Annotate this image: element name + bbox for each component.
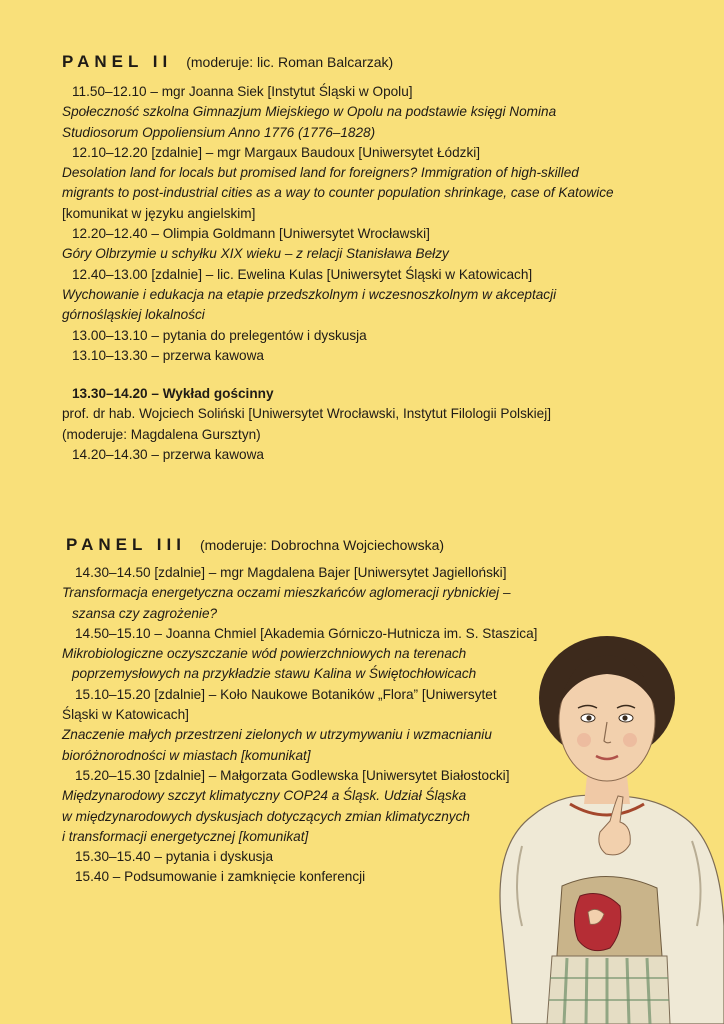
schedule-time-line: 11.50–12.10 – mgr Joanna Siek [Instytut Śląski w Opolu]: [72, 84, 413, 99]
schedule-time-line: 13.10–13.30 – przerwa kawowa: [72, 347, 264, 363]
talk-title-line: w międzynarodowych dyskusjach dotyczących zmian klimatycznych: [62, 808, 470, 824]
talk-title-line: migrants to post-industrial cities as a way to counter population shrinkage, case of Katowice: [62, 185, 614, 201]
talk-title-line: poprzemysłowych na przykładzie stawu Kalina w Świętochłowicach: [72, 666, 477, 682]
talk-title-line: szansa czy zagrożenie?: [72, 605, 218, 621]
talk-title-line: Transformacja energetyczna oczami mieszkańców aglomeracji rybnickiej –: [62, 585, 511, 601]
schedule-time-line: 14.20–14.30 – przerwa kawowa: [72, 447, 264, 463]
schedule-time-line: Śląski w Katowicach]: [62, 707, 189, 723]
schedule-time-line: 14.30–14.50 [zdalnie] – mgr Magdalena Bajer [Uniwersytet Jagielloński]: [75, 565, 507, 580]
panel-2-schedule: [62, 82, 662, 465]
woman-portrait-illustration: [492, 626, 724, 1024]
talk-title-line: Międzynarodowy szczyt klimatyczny COP24 a Śląsk. Udział Śląska: [62, 788, 467, 804]
schedule-time-line: 12.40–13.00 [zdalnie] – lic. Ewelina Kulas [Uniwersytet Śląski w Katowicach]: [72, 266, 533, 282]
schedule-time-line: 15.10–15.20 [zdalnie] – Koło Naukowe Botaników „Flora” [Uniwersytet: [75, 686, 497, 702]
panel-3-title: PANEL III: [66, 535, 186, 554]
talk-title-line: Góry Olbrzymie u schyłku XIX wieku – z relacji Stanisława Bełzy: [62, 246, 449, 262]
panel-2-moderator: (moderuje: lic. Roman Balcarzak): [186, 54, 394, 70]
schedule-time-line: 13.00–13.10 – pytania do prelegentów i dyskusja: [72, 327, 367, 343]
schedule-time-line: 12.10–12.20 [zdalnie] – mgr Margaux Baudoux [Uniwersytet Łódzki]: [72, 144, 481, 160]
guest-lecture-moderator: (moderuje: Magdalena Gursztyn): [62, 426, 261, 442]
talk-title-line: Znaczenie małych przestrzeni zielonych w utrzymywaniu i wzmacnianiu: [62, 727, 492, 743]
talk-title-line: Studiosorum Oppoliensium Anno 1776 (1776–1828): [62, 124, 376, 140]
talk-title-line: Mikrobiologiczne oczyszczanie wód powierzchniowych na terenach: [62, 646, 467, 662]
schedule-time-line: 12.20–12.40 – Olimpia Goldmann [Uniwersytet Wrocławski]: [72, 226, 430, 242]
panel-3-moderator: (moderuje: Dobrochna Wojciechowska): [199, 537, 445, 553]
talk-title-line: górnośląskiej lokalności: [62, 307, 205, 323]
panel-3-header: [66, 535, 444, 555]
talk-title-line: Desolation land for locals but promised land for foreigners? Immigration of high-skilled: [62, 165, 579, 181]
talk-title-line: Wychowanie i edukacja na etapie przedszkolnym i wczesnoszkolnym w akceptacji: [62, 286, 557, 302]
talk-title-line: bioróżnorodności w miastach [komunikat]: [62, 747, 311, 763]
schedule-time-line: 15.40 – Podsumowanie i zamknięcie konferencji: [75, 869, 366, 885]
schedule-time-line: 15.20–15.30 [zdalnie] – Małgorzata Godlewska [Uniwersytet Białostocki]: [75, 767, 510, 783]
talk-title-line: Społeczność szkolna Gimnazjum Miejskiego w Opolu na podstawie księgi Nomina: [62, 104, 557, 120]
talk-title-line: i transformacji energetycznej [komunikat]: [62, 828, 309, 844]
panel-2-title: PANEL II: [62, 52, 173, 71]
schedule-time-line: 14.50–15.10 – Joanna Chmiel [Akademia Górniczo-Hutnicza im. S. Staszica]: [75, 625, 538, 641]
talk-note-line: [komunikat w języku angielskim]: [62, 205, 256, 221]
panel-2-header: [62, 52, 393, 72]
schedule-time-line: 15.30–15.40 – pytania i dyskusja: [75, 849, 274, 865]
guest-lecture-title: 13.30–14.20 – Wykład gościnny: [72, 386, 274, 402]
guest-lecture-speaker: prof. dr hab. Wojciech Soliński [Uniwersytet Wrocławski, Instytut Filologii Polskiej]: [62, 406, 552, 422]
